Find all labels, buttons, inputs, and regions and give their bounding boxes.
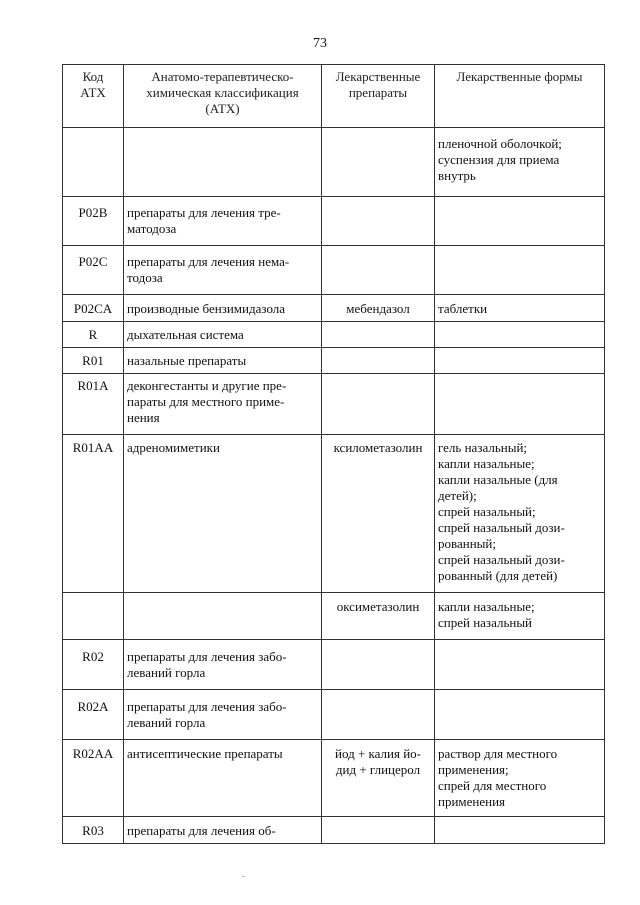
header-code: Код АТХ bbox=[63, 65, 124, 128]
cell-forms: гель назальный; капли назальные; капли назальные (для детей); спрей назальный; спрей назальный дози- рованный; спрей назальный дози- рованный (для детей) bbox=[435, 435, 605, 593]
table-row bbox=[63, 128, 605, 197]
table-row bbox=[63, 593, 605, 640]
table-row bbox=[63, 322, 605, 348]
table-row bbox=[63, 435, 605, 593]
cell-forms bbox=[435, 348, 605, 374]
cell-classification: деконгестанты и другие пре- параты для местного приме- нения bbox=[124, 374, 322, 435]
header-forms: Лекарственные формы bbox=[435, 65, 605, 128]
cell-forms bbox=[435, 374, 605, 435]
cell-code: R02AA bbox=[63, 740, 124, 817]
cell-drug bbox=[322, 640, 435, 690]
cell-drug bbox=[322, 348, 435, 374]
cell-forms: таблетки bbox=[435, 295, 605, 322]
cell-classification bbox=[124, 128, 322, 197]
cell-code bbox=[63, 128, 124, 197]
cell-classification: препараты для лечения об- bbox=[124, 817, 322, 844]
cell-drug bbox=[322, 197, 435, 246]
cell-drug: оксиметазолин bbox=[322, 593, 435, 640]
table-row bbox=[63, 690, 605, 740]
cell-drug: йод + калия йо- дид + глицерол bbox=[322, 740, 435, 817]
cell-code: P02B bbox=[63, 197, 124, 246]
table-row bbox=[63, 197, 605, 246]
cell-classification: препараты для лечения забо- леваний горла bbox=[124, 690, 322, 740]
table-row bbox=[63, 817, 605, 844]
cell-forms bbox=[435, 197, 605, 246]
cell-drug bbox=[322, 322, 435, 348]
cell-classification: производные бензимидазола bbox=[124, 295, 322, 322]
cell-code: P02CA bbox=[63, 295, 124, 322]
table-row bbox=[63, 740, 605, 817]
cell-forms bbox=[435, 322, 605, 348]
table-row bbox=[63, 374, 605, 435]
cell-code: R01AA bbox=[63, 435, 124, 593]
cell-code: R bbox=[63, 322, 124, 348]
header-classification: Анатомо-терапевтическо- химическая классификация (АТХ) bbox=[124, 65, 322, 128]
cell-code: R01A bbox=[63, 374, 124, 435]
cell-forms bbox=[435, 640, 605, 690]
scan-speck bbox=[242, 876, 245, 877]
cell-classification: препараты для лечения нема- тодоза bbox=[124, 246, 322, 295]
cell-classification: препараты для лечения тре- матодоза bbox=[124, 197, 322, 246]
cell-code: P02C bbox=[63, 246, 124, 295]
table-header-row bbox=[63, 65, 605, 128]
cell-drug bbox=[322, 690, 435, 740]
cell-forms bbox=[435, 690, 605, 740]
header-drugs: Лекарственные препараты bbox=[322, 65, 435, 128]
cell-classification: дыхательная система bbox=[124, 322, 322, 348]
cell-code: R03 bbox=[63, 817, 124, 844]
table-row bbox=[63, 640, 605, 690]
cell-drug: ксилометазолин bbox=[322, 435, 435, 593]
cell-drug bbox=[322, 817, 435, 844]
cell-classification: препараты для лечения забо- леваний горла bbox=[124, 640, 322, 690]
cell-classification bbox=[124, 593, 322, 640]
cell-classification: адреномиметики bbox=[124, 435, 322, 593]
table-row bbox=[63, 295, 605, 322]
cell-forms: пленочной оболочкой; суспензия для приема внутрь bbox=[435, 128, 605, 197]
cell-code: R01 bbox=[63, 348, 124, 374]
cell-code: R02A bbox=[63, 690, 124, 740]
cell-forms bbox=[435, 817, 605, 844]
cell-code: R02 bbox=[63, 640, 124, 690]
table-row bbox=[63, 246, 605, 295]
table-row bbox=[63, 348, 605, 374]
cell-drug bbox=[322, 246, 435, 295]
cell-classification: антисептические препараты bbox=[124, 740, 322, 817]
cell-drug bbox=[322, 128, 435, 197]
cell-forms: раствор для местного применения; спрей для местного применения bbox=[435, 740, 605, 817]
cell-classification: назальные препараты bbox=[124, 348, 322, 374]
atx-classification-table bbox=[62, 64, 605, 844]
cell-drug bbox=[322, 374, 435, 435]
cell-code bbox=[63, 593, 124, 640]
cell-drug: мебендазол bbox=[322, 295, 435, 322]
page-number: 73 bbox=[313, 36, 327, 51]
cell-forms bbox=[435, 246, 605, 295]
cell-forms: капли назальные; спрей назальный bbox=[435, 593, 605, 640]
